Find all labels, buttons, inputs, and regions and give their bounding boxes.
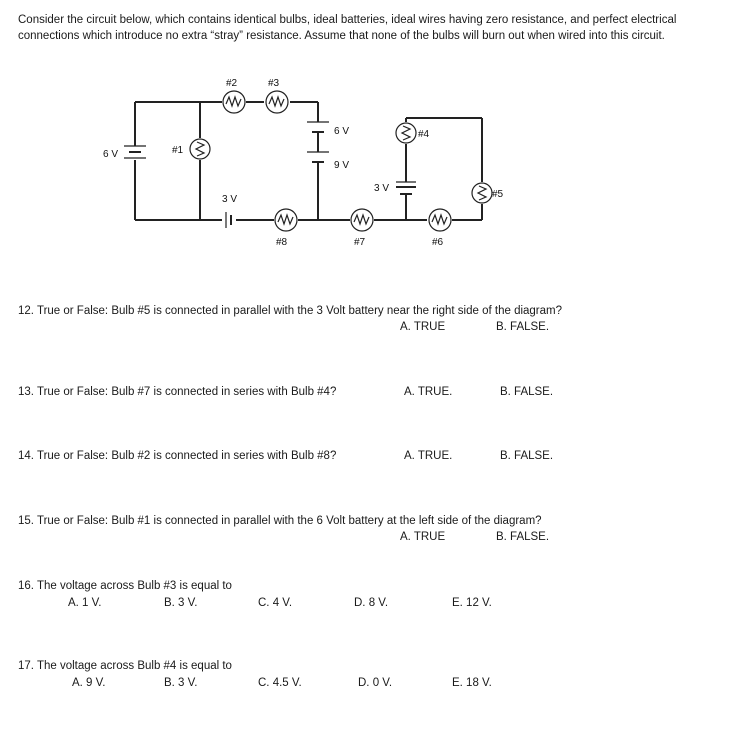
battery-middle-bottom-label: 9 V (334, 160, 350, 171)
battery-left-6v (103, 146, 146, 160)
circuit-wires (135, 102, 482, 220)
battery-bottom-label: 3 V (222, 194, 238, 205)
battery-middle-9v (307, 152, 349, 171)
bulb-7-label: #7 (354, 237, 366, 248)
question-17-text: 17. The voltage across Bulb #4 is equal to (18, 660, 232, 672)
question-16-text: 16. The voltage across Bulb #3 is equal to (18, 580, 232, 592)
bulb-2-label: #2 (226, 78, 238, 89)
bulb-6-label: #6 (432, 237, 444, 248)
question-12-text: 12. True or False: Bulb #5 is connected in parallel with the 3 Volt battery near the right side of the diagram? (18, 305, 563, 317)
bulb-1 (172, 139, 210, 159)
battery-middle-6v (307, 122, 349, 137)
question-14-text: 14. True or False: Bulb #2 is connected in series with Bulb #8? (18, 450, 337, 462)
question-16-option-e[interactable]: E. 12 V. (452, 597, 492, 609)
bulb-8-label: #8 (276, 237, 288, 248)
intro-paragraph: Consider the circuit below, which contains identical bulbs, ideal batteries, ideal wires having zero resistance, and perfect electrical connections which introduce no extra “stray” resistance. Assume that none of the bulbs will burn out when wired into this circuit. (18, 14, 677, 42)
bulb-5-label: #5 (492, 189, 504, 200)
bulb-6 (429, 209, 451, 248)
question-16-option-a[interactable]: A. 1 V. (68, 597, 102, 609)
question-12-option-a[interactable]: A. TRUE (400, 321, 446, 333)
question-14-option-a[interactable]: A. TRUE. (404, 450, 453, 462)
bulb-5 (472, 183, 504, 203)
battery-right-label: 3 V (374, 183, 390, 194)
battery-bottom-3v (222, 194, 237, 228)
question-14-option-b[interactable]: B. FALSE. (500, 450, 554, 462)
question-13-option-a[interactable]: A. TRUE. (404, 386, 453, 398)
bulb-2 (223, 78, 245, 113)
question-13-option-b[interactable]: B. FALSE. (500, 386, 554, 398)
question-17-option-b[interactable]: B. 3 V. (164, 677, 198, 689)
battery-left-label: 6 V (103, 149, 119, 160)
question-15-option-a[interactable]: A. TRUE (400, 531, 446, 543)
circuit-diagram (0, 0, 730, 270)
question-13-text: 13. True or False: Bulb #7 is connected in series with Bulb #4? (18, 386, 337, 398)
question-17-option-e[interactable]: E. 18 V. (452, 677, 492, 689)
bulb-3 (266, 78, 288, 113)
bulb-4 (396, 123, 430, 143)
bulb-3-label: #3 (268, 78, 280, 89)
question-17-option-a[interactable]: A. 9 V. (72, 677, 106, 689)
question-16-option-c[interactable]: C. 4 V. (258, 597, 293, 609)
question-12-option-b[interactable]: B. FALSE. (496, 321, 550, 333)
battery-middle-top-label: 6 V (334, 126, 350, 137)
question-16-option-d[interactable]: D. 8 V. (354, 597, 389, 609)
question-15-option-b[interactable]: B. FALSE. (496, 531, 550, 543)
question-17-option-d[interactable]: D. 0 V. (358, 677, 393, 689)
question-16-option-b[interactable]: B. 3 V. (164, 597, 198, 609)
bulb-1-label: #1 (172, 145, 184, 156)
question-15-text: 15. True or False: Bulb #1 is connected in parallel with the 6 Volt battery at the left side of the diagram? (18, 515, 542, 527)
bulb-7 (351, 209, 373, 248)
bulb-8 (275, 209, 297, 248)
bulb-4-label: #4 (418, 129, 430, 140)
question-17-option-c[interactable]: C. 4.5 V. (258, 677, 302, 689)
